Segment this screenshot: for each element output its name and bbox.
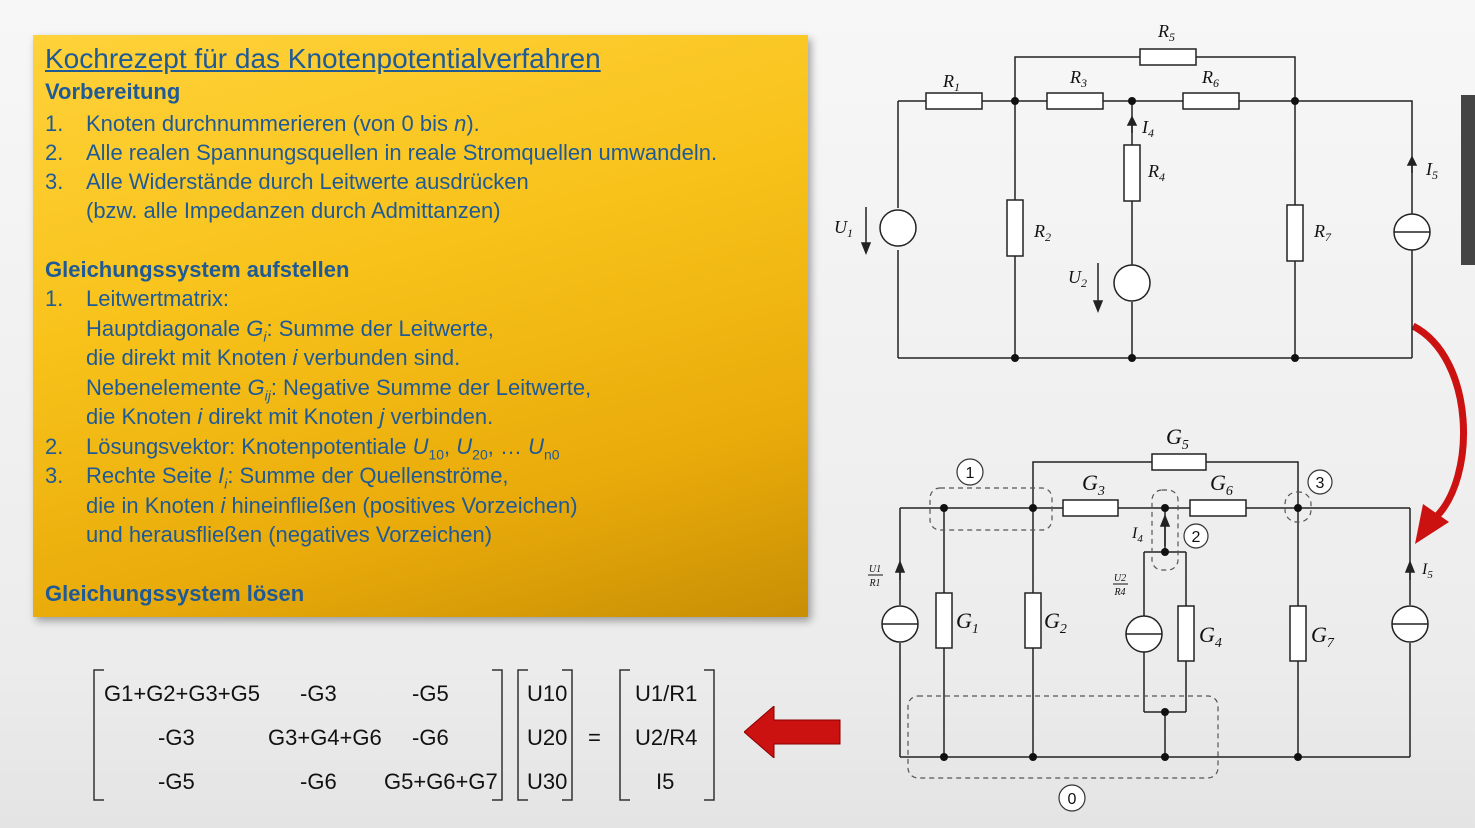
matrix-cell: -G5 bbox=[158, 769, 195, 794]
matrix-cell: -G5 bbox=[412, 681, 449, 706]
svg-text:I4: $I_4$ bbox=[1132, 525, 1143, 545]
svg-text:I5: $I_5$ bbox=[1426, 159, 1438, 182]
unknowns-vector bbox=[527, 681, 567, 794]
node-0-region bbox=[908, 696, 1218, 778]
circuit-resistor-diagram bbox=[830, 15, 1450, 375]
svg-text:I4: $I_4$ bbox=[1142, 117, 1154, 140]
svg-text:G2: $G_2$ bbox=[1044, 608, 1067, 637]
unknown: U10 bbox=[527, 681, 568, 706]
voltage-source-u2 bbox=[1114, 265, 1150, 301]
resistor-r3 bbox=[1047, 93, 1103, 109]
svg-text:I5: $I_5$ bbox=[1422, 561, 1433, 581]
setup-diag-line: Hauptdiagonale $G_i$: Summe der Leitwerte, bbox=[86, 316, 494, 345]
rhs-value: U2/R4 bbox=[635, 725, 698, 750]
conductance-g3 bbox=[1063, 500, 1118, 516]
recipe-box: Kochrezept für das Knotenpotentialverfahren Vorbereitung 1. Knoten durchnummerieren (von 0 bis n). 2. Alle realen Spannungsquellen in reale Stromquellen umwandeln. 3. Alle Widerstände durch Leitwerte ausdrücken (bzw. alle Impedanzen durch Admittanzen) Gleichungssystem aufstellen 1. Leitwertmatrix: Hauptdiagonale $G_i$: Summe der Leitwerte, die direkt mit Knoten i verbunden sind. Nebenelemente $G_{ij}$: Negative Summe der Leitwerte, die Knoten i direkt mit Knoten j verbinden. 2. Lösungsvektor: Knotenpotentiale $U_{10}$, $U_{20}$, … $U_{n0}$ 3. Rechte Seite $I_i$: Summe der Quellenströme, die in Knoten i hineinfließen (positives Vorzeichen) und herausfließen (negatives Vorzeichen) Gleichungssystem lösen bbox=[33, 35, 808, 617]
node-label: 0 bbox=[1067, 791, 1077, 808]
svg-text:R4: $R_4$ bbox=[1148, 161, 1165, 184]
matrix-cell: G3+G4+G6 bbox=[268, 725, 382, 750]
arrow-left-icon bbox=[744, 706, 842, 758]
svg-text:R5: $R_5$ bbox=[1158, 21, 1175, 44]
svg-text:G6: $G_6$ bbox=[1210, 470, 1233, 499]
rhs-value: U1/R1 bbox=[635, 681, 698, 706]
matrix-cell: -G3 bbox=[158, 725, 195, 750]
node-label: 2 bbox=[1191, 529, 1201, 546]
prep-heading: Vorbereitung bbox=[45, 79, 181, 104]
resistor-r1 bbox=[926, 93, 982, 109]
video-edge bbox=[1461, 95, 1475, 265]
solve-heading: Gleichungssystem lösen bbox=[45, 581, 305, 606]
matrix-equation bbox=[90, 665, 730, 805]
setup-diag-cont: die direkt mit Knoten i verbunden sind. bbox=[86, 345, 461, 370]
resistor-r6 bbox=[1183, 93, 1239, 109]
node-label: 1 bbox=[965, 465, 975, 482]
svg-text:R4: R4 bbox=[1114, 587, 1126, 598]
resistor-r7 bbox=[1287, 205, 1303, 261]
matrix-cells bbox=[104, 681, 498, 794]
resistor-r2 bbox=[1007, 200, 1023, 256]
setup-heading: Gleichungssystem aufstellen bbox=[45, 257, 350, 282]
setup-off-cont: die Knoten i direkt mit Knoten j verbinden. bbox=[86, 404, 494, 429]
setup-item-3-cont2: und herausfließen (negatives Vorzeichen) bbox=[86, 522, 493, 547]
svg-text:R3: $R_3$ bbox=[1070, 67, 1087, 90]
matrix-cell: G5+G6+G7 bbox=[384, 769, 498, 794]
conductance-g4 bbox=[1178, 606, 1194, 661]
svg-text:G5: $G_5$ bbox=[1166, 424, 1189, 453]
conductance-g6 bbox=[1190, 500, 1246, 516]
matrix-cell: -G6 bbox=[412, 725, 449, 750]
svg-text:G4: $G_4$ bbox=[1199, 622, 1222, 651]
conductance-g1 bbox=[936, 593, 952, 648]
rhs-value: I5 bbox=[656, 769, 675, 794]
svg-text:U2: $U_2$ bbox=[1068, 267, 1087, 290]
resistor-r5 bbox=[1140, 49, 1196, 65]
prep-item-3-cont: (bzw. alle Impedanzen durch Admittanzen) bbox=[86, 198, 501, 223]
svg-text:U2: U2 bbox=[1113, 573, 1127, 584]
resistor-r4 bbox=[1124, 145, 1140, 201]
conductance-g5 bbox=[1152, 454, 1206, 470]
svg-text:R1: R1 bbox=[869, 578, 881, 589]
conductance-g7 bbox=[1290, 606, 1306, 661]
svg-text:G1: $G_1$ bbox=[956, 608, 979, 637]
unknown: U20 bbox=[527, 725, 568, 750]
setup-off-line: Nebenelemente $G_{ij}$: Negative Summe der Leitwerte, bbox=[86, 375, 592, 404]
svg-text:G3: $G_3$ bbox=[1082, 470, 1105, 499]
matrix-cell: -G3 bbox=[300, 681, 337, 706]
circuit-conductance-diagram bbox=[860, 420, 1450, 820]
svg-text:R6: $R_6$ bbox=[1202, 67, 1219, 90]
svg-text:G7: $G_7$ bbox=[1311, 622, 1334, 651]
svg-text:U1: $U_1$ bbox=[834, 217, 853, 240]
node-label: 3 bbox=[1315, 475, 1325, 492]
svg-text:R2: $R_2$ bbox=[1034, 221, 1051, 244]
matrix-cell: G1+G2+G3+G5 bbox=[104, 681, 260, 706]
recipe-title: Kochrezept für das Knotenpotentialverfahren bbox=[45, 43, 601, 74]
unknown: U30 bbox=[527, 769, 568, 794]
setup-item-3-cont1: die in Knoten i hineinfließen (positives Vorzeichen) bbox=[86, 493, 578, 518]
matrix-cell: -G6 bbox=[300, 769, 337, 794]
voltage-source-u1 bbox=[880, 210, 916, 246]
svg-text:R1: $R_1$ bbox=[943, 71, 960, 94]
rhs-vector bbox=[635, 681, 697, 794]
equals-sign: = bbox=[588, 725, 601, 750]
svg-text:U1: U1 bbox=[868, 564, 882, 575]
svg-text:R7: $R_7$ bbox=[1314, 221, 1331, 244]
conductance-g2 bbox=[1025, 593, 1041, 648]
